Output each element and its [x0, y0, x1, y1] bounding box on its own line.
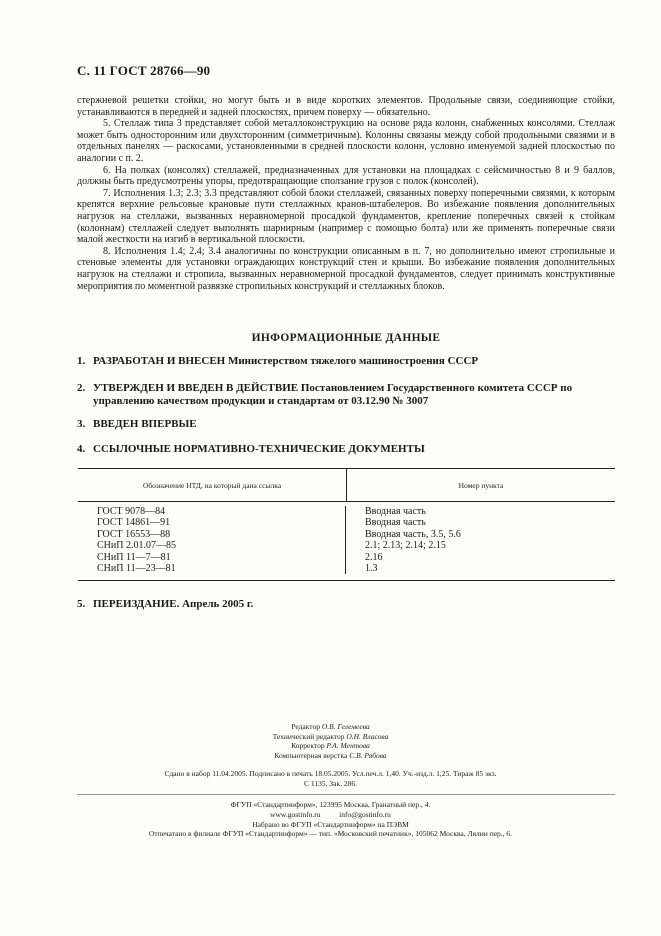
table-cell: 2.16: [365, 551, 383, 563]
reference-table: [78, 468, 615, 581]
publisher-line: Набрано во ФГУП «Стандартинформ» на ПЭВМ: [252, 819, 409, 829]
table-header: [78, 469, 615, 502]
credits: [0, 722, 661, 760]
credit-line: [0, 741, 661, 751]
table-body: [78, 502, 615, 580]
publisher-line: ФГУП «Стандартинформ», 123995 Москва, Гранатный пер., 4.: [230, 800, 431, 809]
print-info: [0, 769, 661, 788]
publisher-info: [0, 800, 661, 839]
table-cell: Вводная часть: [365, 506, 426, 517]
publisher-line: Отпечатано в филиале ФГУП «Стандартинформ» — тип. «Московский печатник», 105062 Москва, Лялин пер., 6.: [148, 829, 513, 839]
item-text: ССЫЛОЧНЫЕ НОРМАТИВНО-ТЕХНИЧЕСКИЕ ДОКУМЕНТЫ: [93, 443, 425, 455]
table-cell: Вводная часть, 3.5, 5.6: [365, 528, 461, 540]
item-number: 4.: [77, 443, 86, 455]
body-text: [77, 95, 615, 292]
paragraph: 6. На полках (консолях) стеллажей, предназначенных для установки на площадках с сейсмичностью 8 и 9 баллов, должны быть предусмотрены упоры, предотвращающие сползание грузов с полок (консолей).: [77, 164, 615, 188]
document-column: [78, 506, 346, 574]
table-cell: СНиП 11—7—81: [97, 551, 171, 563]
info-item-5: [77, 598, 617, 611]
page-header: С. 11 ГОСТ 28766—90: [77, 63, 211, 78]
paragraph: 8. Исполнения 1.4; 2.4; 3.4 аналогичны по конструкции описанным в п. 7, но дополнительно имеют стропильные и стеновые элементы для установки ограждающих конструкций стен и крыши. Во избежание появления дополнительных нагрузок на стеллажи и стропила, вызванных неравномерной просадкой фундаментов, следует принимать конструктивные мероприятия по моментной развязке стропильных конструкций и стеллажных блоков.: [77, 245, 615, 292]
credit-name: О.В. Гелемеева: [321, 722, 370, 731]
info-section-title: ИНФОРМАЦИОННЫЕ ДАННЫЕ: [251, 332, 441, 344]
print-info-line: Сдано в набор 11.04.2005. Подписано в печать 18.05.2005. Усл.печ.л. 1,40. Уч.-изд.л. 1,25. Тираж 85 экз.: [164, 769, 497, 778]
item-text: РАЗРАБОТАН И ВНЕСЕН Министерством тяжелого машиностроения СССР: [93, 355, 479, 367]
table-cell: ГОСТ 16553—88: [97, 528, 171, 540]
table-cell: Вводная часть: [365, 517, 426, 529]
item-number: 5.: [77, 598, 86, 610]
credit-line: [0, 722, 661, 732]
item-text: ПЕРЕИЗДАНИЕ. Апрель 2005 г.: [93, 598, 254, 610]
column-header-clause: Номер пункта: [458, 480, 504, 490]
column-header-document: Обозначение НТД, на который дана ссылка: [78, 469, 347, 501]
paragraph: 7. Исполнения 1.3; 2.3; 3.3 представляют собой блоки стеллажей, связанных поверху поперечными связями, к которым крепятся верхние рельсовые крановые пути стеллажных кранов-штабелеров. Во избежание появления дополнительных нагрузок на стеллажи, вызванных неравномерной просадкой фундаментов, крепление поперечных связей к стойкам (колоннам) стеллажей следует выполнять шарнирным (например с помощью болта) или же применять поперечные связи малой жесткости на изгиб в вертикальной плоскости.: [77, 187, 615, 246]
item-number: 1.: [77, 355, 86, 367]
credit-line: [0, 732, 661, 742]
item-text: УТВЕРЖДЕН И ВВЕДЕН В ДЕЙСТВИЕ Постановлением Государственного комитета СССР по: [93, 382, 573, 394]
table-cell: СНиП 11—23—81: [97, 563, 176, 575]
table-cell: 2.1; 2.13; 2.14; 2.15: [365, 540, 446, 552]
info-item-3: [77, 418, 617, 431]
credit-line: [0, 751, 661, 761]
credit-role: Компьютерная верстка: [274, 750, 348, 760]
credit-name: С.В. Рябова: [349, 750, 387, 760]
table-cell: ГОСТ 14861—91: [97, 517, 171, 529]
table-cell: СНиП 2.01.07—85: [97, 540, 176, 552]
credit-name: Р.А. Ментова: [326, 741, 370, 751]
paragraph: 5. Стеллаж типа 3 представляет собой металлоконструкцию на основе ряда колонн, снабженных консолями. Стеллаж может быть односторонним или двухсторонним (симметричным). Колонны связаны между собой продольными связями и в отдельных панелях — раскосами, установленными в средней плоскости колонн, условно именуемой задней плоскостью по аналогии с п. 2.: [77, 118, 615, 164]
info-item-2: [77, 382, 617, 407]
credit-role: Редактор: [291, 722, 320, 731]
credit-name: О.Н. Власова: [346, 731, 389, 741]
divider: [77, 794, 615, 795]
item-number: 2.: [77, 382, 86, 394]
info-item-4: [77, 443, 617, 456]
item-text-continued: управлению качеством продукции и стандартам от 03.12.90 № 3007: [93, 394, 429, 407]
publisher-line: www.gostinfo.ru info@gostinfo.ru: [270, 809, 391, 819]
table-cell: ГОСТ 9078—84: [97, 506, 166, 517]
credit-role: Корректор: [291, 741, 325, 751]
item-text: ВВЕДЕН ВПЕРВЫЕ: [93, 418, 197, 430]
info-item-1: [77, 355, 617, 368]
print-info-line: С 1135. Зак. 286.: [304, 778, 357, 788]
credit-role: Технический редактор: [272, 731, 345, 741]
clause-column: [346, 506, 615, 574]
table-cell: 1.3: [365, 563, 378, 575]
item-number: 3.: [77, 418, 86, 430]
paragraph: стержневой решетки стойки, но могут быть и в виде коротких элементов. Продольные связи, соединяющие стойки, устанавливаются в передней и задней плоскостях, причем поверху — обязательно.: [77, 95, 615, 118]
